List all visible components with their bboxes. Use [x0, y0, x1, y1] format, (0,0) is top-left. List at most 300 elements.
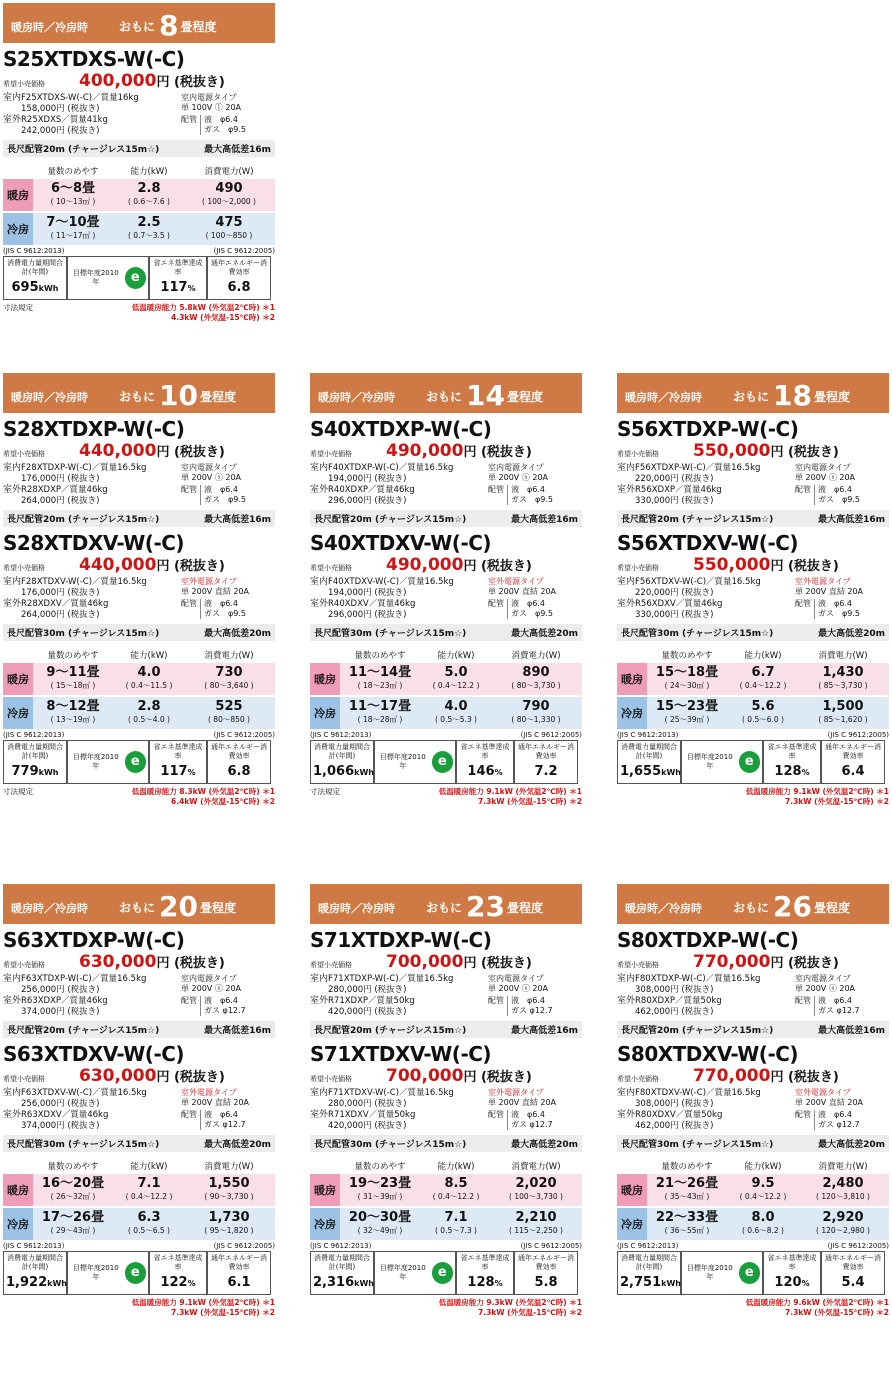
tatami-unit: 畳程度	[506, 390, 543, 404]
price-label: 希望小売価格	[3, 961, 45, 969]
annual-label: 消費電力量期間合計(年間)	[7, 259, 63, 276]
price-label: 希望小売価格	[3, 80, 45, 88]
low-temp-note	[439, 787, 582, 807]
row-label: 暖房	[310, 663, 340, 695]
annual-value: 1,922	[6, 1275, 48, 1290]
cooling-row	[3, 213, 275, 245]
indoor-price: 280,000円 (税抜き)	[328, 985, 407, 995]
perf-range: ( 100～850 )	[205, 231, 253, 240]
perf-main: 19～23畳	[348, 1176, 412, 1191]
indoor-price: 220,000円 (税抜き)	[635, 474, 714, 484]
perf-cell	[33, 1177, 113, 1203]
pipe-liquid: 液 φ6.4	[818, 599, 852, 608]
perf-main: 525	[215, 699, 243, 714]
jis-right: (JIS C 9612:2005)	[827, 731, 889, 739]
price-suffix: 円 (税抜き)	[156, 559, 225, 574]
perf-main: 1,500	[822, 699, 864, 714]
annual-box	[617, 740, 681, 784]
indoor-price: 176,000円 (税抜き)	[21, 588, 100, 598]
perf-main: 490	[215, 181, 243, 196]
low-temp-line2: 6.4kW (外気温-15℃時) ＊2	[171, 797, 275, 806]
price-label: 希望小売価格	[617, 1075, 659, 1083]
price-suffix: 円 (税抜き)	[463, 445, 532, 460]
perf-main: 8～12畳	[46, 699, 100, 714]
product-card	[310, 884, 582, 1318]
pipe-label: 配管	[795, 599, 815, 619]
apf-label: 通年エネルギー消費効率	[211, 259, 267, 276]
model-name: S40XTDXV-W(-C)	[310, 531, 492, 555]
perf-range: ( 18～23㎡ )	[357, 681, 403, 690]
long-pipe-bar	[617, 624, 889, 641]
price-value: 770,000	[693, 952, 771, 972]
annual-unit: kWh	[354, 1279, 374, 1288]
indoor-model: F40XTDXV-W(-C)／質量16.5kg	[328, 577, 454, 587]
target-label: 目標年度2010年	[686, 753, 733, 770]
outdoor-price: 374,000円 (税抜き)	[21, 1121, 100, 1131]
apf-value: 7.2	[534, 764, 558, 779]
pipe-gas: ガス φ9.5	[818, 609, 860, 618]
perf-main: 1,730	[208, 1210, 250, 1225]
outdoor-model: R40XDXV／質量46kg	[328, 599, 416, 609]
price-label: 希望小売価格	[310, 961, 352, 969]
power-spec: 単 200V 直結 20A	[488, 1098, 557, 1107]
tatami-unit: 畳程度	[199, 901, 236, 915]
apf-label: 通年エネルギー消費効率	[825, 1254, 881, 1271]
perf-col-header: 能力(kW)	[130, 651, 168, 661]
energy-saving-logo-icon: e	[739, 751, 760, 773]
sku-block	[310, 1042, 582, 1152]
perf-main: 6～8畳	[50, 181, 96, 196]
annual-label: 消費電力量期間合計(年間)	[621, 743, 677, 760]
tatami-number: 18	[773, 379, 812, 412]
target-label: 目標年度2010年	[72, 753, 119, 770]
apf-value: 6.4	[841, 764, 865, 779]
prefix-label: おもに	[426, 901, 463, 915]
pipe-liquid: 液 φ6.4	[204, 485, 238, 494]
perf-range: ( 100～3,730 )	[509, 1192, 563, 1201]
price-row	[617, 441, 889, 463]
dimension-note: 寸法規定	[3, 787, 33, 796]
long-pipe-bar	[310, 1135, 582, 1152]
perf-cell	[647, 666, 727, 692]
perf-range: ( 26～32㎡ )	[50, 1192, 96, 1201]
outdoor-price: 330,000円 (税抜き)	[635, 496, 714, 506]
price-suffix: 円 (税抜き)	[770, 559, 839, 574]
perf-range: ( 120～2,980 )	[816, 1226, 870, 1235]
apf-box	[821, 1251, 885, 1295]
price-value: 490,000	[386, 555, 464, 575]
achieve-value: 120	[774, 1275, 802, 1290]
perf-range: ( 100～2,000 )	[202, 197, 256, 206]
power-type-label: 室内電源タイプ	[181, 463, 237, 472]
pipe-gas: ガス φ12.7	[204, 1120, 246, 1129]
power-type-label: 室外電源タイプ	[488, 577, 544, 586]
indoor-model: F56XTDXV-W(-C)／質量16.5kg	[635, 577, 761, 587]
heating-row	[3, 179, 275, 211]
outdoor-label: 室外	[3, 599, 22, 609]
model-name: S63XTDXP-W(-C)	[3, 928, 185, 952]
target-label: 目標年度2010年	[379, 753, 426, 770]
long-pipe: 長尺配管30m (チャージレス15m☆)	[7, 1140, 160, 1150]
outdoor-model: R80XDXP／質量50kg	[635, 996, 722, 1006]
annual-unit: kWh	[38, 768, 59, 777]
perf-col-header: 量数のめやす	[661, 651, 713, 661]
power-type-label: 室内電源タイプ	[181, 93, 237, 102]
perf-range: ( 0.7～3.5 )	[128, 231, 170, 240]
perf-main: 2.8	[137, 181, 161, 196]
low-temp-note	[439, 1298, 582, 1318]
price-row	[310, 1066, 582, 1088]
perf-cell	[647, 700, 727, 726]
power-type-label: 室外電源タイプ	[795, 1088, 851, 1097]
pipe-spec	[488, 485, 578, 505]
jis-left: (JIS C 9612:2013)	[617, 1242, 679, 1250]
pipe-spec	[181, 1110, 271, 1130]
price-value: 770,000	[693, 1066, 771, 1086]
performance-table	[617, 1158, 889, 1240]
performance-table	[3, 1158, 275, 1240]
perf-header	[3, 647, 275, 663]
card-footer	[617, 1298, 889, 1318]
perf-range: ( 0.6～7.6 )	[128, 197, 170, 206]
pipe-gas: ガス φ12.7	[511, 1120, 553, 1129]
achieve-label: 省エネ基準達成率	[767, 1254, 817, 1271]
outdoor-label: 室外	[310, 1110, 329, 1120]
perf-cell	[113, 182, 185, 208]
tatami-number: 8	[159, 9, 179, 42]
sku-block	[617, 417, 889, 527]
perf-range: ( 115～2,250 )	[509, 1226, 563, 1235]
power-type-label: 室内電源タイプ	[795, 974, 851, 983]
annual-unit: kWh	[47, 1279, 67, 1288]
cooling-row	[617, 1208, 889, 1240]
perf-cell	[799, 1177, 887, 1203]
perf-cell	[340, 1211, 420, 1237]
card-footer	[3, 787, 275, 807]
low-temp-note	[132, 303, 275, 323]
sku-block	[3, 928, 275, 1038]
outdoor-price: 374,000円 (税抜き)	[21, 1007, 100, 1017]
price-value: 550,000	[693, 441, 771, 461]
apf-box	[207, 1251, 271, 1295]
outdoor-model: R56XDXP／質量46kg	[635, 485, 722, 495]
outdoor-model: R63XDXV／質量46kg	[21, 1110, 109, 1120]
power-type	[795, 974, 885, 994]
pipe-label: 配管	[795, 485, 815, 505]
achieve-value: 117	[160, 764, 188, 779]
tatami-number: 26	[773, 890, 812, 923]
row-label: 冷房	[310, 1208, 340, 1240]
perf-main: 6.7	[751, 665, 775, 680]
card-header	[310, 373, 582, 413]
perf-col-header: 消費電力(W)	[511, 651, 561, 661]
heating-row	[617, 1174, 889, 1206]
card-header	[3, 3, 275, 43]
model-name: S71XTDXP-W(-C)	[310, 928, 492, 952]
perf-header	[3, 1158, 275, 1174]
efficiency-row	[3, 740, 275, 784]
pipe-gas: ガス φ9.5	[204, 495, 246, 504]
low-temp-line1: 低温暖房能力 9.1kW (外気温2℃時) ＊1	[438, 787, 582, 796]
pipe-spec	[181, 485, 271, 505]
perf-range: ( 0.5～6.5 )	[128, 1226, 170, 1235]
perf-cell	[727, 1177, 799, 1203]
jis-right: (JIS C 9612:2005)	[520, 731, 582, 739]
perf-main: 730	[215, 665, 243, 680]
apf-box	[821, 740, 885, 784]
target-label: 目標年度2010年	[686, 1264, 733, 1281]
outdoor-label: 室外	[617, 485, 636, 495]
achieve-value: 146	[467, 764, 495, 779]
power-type	[181, 93, 271, 113]
pipe-label: 配管	[795, 1110, 815, 1130]
low-temp-line1: 低温暖房能力 8.3kW (外気温2℃時) ＊1	[131, 787, 275, 796]
perf-main: 890	[522, 665, 550, 680]
outdoor-model: R25XDXS／質量41kg	[21, 115, 108, 125]
sku-block	[310, 531, 582, 641]
price-row	[617, 952, 889, 974]
perf-range: ( 0.5～5.3 )	[435, 715, 477, 724]
pipe-gas: ガス φ9.5	[511, 495, 553, 504]
model-name: S56XTDXP-W(-C)	[617, 417, 799, 441]
power-spec: 単 200V ⓢ 20A	[488, 473, 549, 482]
power-spec: 単 200V 直結 20A	[488, 587, 557, 596]
perf-cell	[33, 666, 113, 692]
pipe-spec	[795, 485, 885, 505]
target-box	[67, 740, 149, 784]
perf-cell	[185, 182, 273, 208]
apf-label: 通年エネルギー消費効率	[518, 1254, 574, 1271]
pipe-gas: ガス φ9.5	[818, 495, 860, 504]
outdoor-price: 264,000円 (税抜き)	[21, 610, 100, 620]
indoor-label: 室内	[310, 974, 329, 984]
unit-spec	[3, 974, 275, 1018]
indoor-price: 308,000円 (税抜き)	[635, 1099, 714, 1109]
perf-range: ( 0.4～12.2 )	[432, 681, 480, 690]
jis-left: (JIS C 9612:2013)	[310, 1242, 372, 1250]
power-type	[181, 1088, 271, 1108]
power-type	[488, 1088, 578, 1108]
perf-col-header: 消費電力(W)	[204, 651, 254, 661]
energy-saving-logo-icon: e	[432, 751, 453, 773]
indoor-model: F71XTDXV-W(-C)／質量16.5kg	[328, 1088, 454, 1098]
card-footer	[310, 787, 582, 807]
achieve-label: 省エネ基準達成率	[153, 259, 203, 276]
indoor-price: 158,000円 (税抜き)	[21, 104, 100, 114]
indoor-price: 256,000円 (税抜き)	[21, 1099, 100, 1109]
annual-unit: kWh	[38, 284, 59, 293]
outdoor-model: R28XDXP／質量46kg	[21, 485, 108, 495]
perf-main: 11～17畳	[348, 699, 412, 714]
perf-cell	[113, 700, 185, 726]
perf-cell	[727, 666, 799, 692]
perf-main: 2,480	[822, 1176, 864, 1191]
low-temp-line1: 低温暖房能力 9.1kW (外気温2℃時) ＊1	[131, 1298, 275, 1307]
apf-label: 通年エネルギー消費効率	[825, 743, 881, 760]
power-spec: 単 200V 直結 20A	[181, 1098, 250, 1107]
outdoor-price: 296,000円 (税抜き)	[328, 610, 407, 620]
max-height: 最大高低差16m	[204, 145, 271, 155]
low-temp-note	[746, 1298, 889, 1318]
perf-col-header: 量数のめやす	[354, 1162, 406, 1172]
perf-range: ( 32～49㎡ )	[357, 1226, 403, 1235]
power-type-label: 室外電源タイプ	[181, 577, 237, 586]
outdoor-price: 330,000円 (税抜き)	[635, 610, 714, 620]
mode-label: 暖房時／冷房時	[318, 902, 395, 915]
product-card	[3, 884, 275, 1318]
perf-cell	[185, 1177, 273, 1203]
achieve-label: 省エネ基準達成率	[460, 743, 510, 760]
achieve-unit: %	[494, 768, 503, 777]
price-suffix: 円 (税抜き)	[463, 956, 532, 971]
low-temp-line2: 7.3kW (外気温-15℃時) ＊2	[785, 797, 889, 806]
perf-col-header: 能力(kW)	[437, 651, 475, 661]
efficiency-row	[617, 1251, 889, 1295]
heating-row	[310, 1174, 582, 1206]
outdoor-price: 242,000円 (税抜き)	[21, 126, 100, 136]
card-header	[3, 373, 275, 413]
pipe-label: 配管	[181, 485, 201, 505]
perf-cell	[113, 1211, 185, 1237]
annual-box	[3, 256, 67, 300]
achieve-value: 128	[467, 1275, 495, 1290]
jis-row	[3, 1242, 275, 1250]
indoor-model: F63XTDXP-W(-C)／質量16.5kg	[21, 974, 147, 984]
card-header	[617, 884, 889, 924]
pipe-gas: ガス φ12.7	[204, 1006, 246, 1015]
row-label: 冷房	[3, 697, 33, 729]
long-pipe: 長尺配管20m (チャージレス15m☆)	[621, 1026, 774, 1036]
apf-value: 5.8	[534, 1275, 558, 1290]
pipe-liquid: 液 φ6.4	[511, 599, 545, 608]
model-name: S40XTDXP-W(-C)	[310, 417, 492, 441]
price-label: 希望小売価格	[3, 1075, 45, 1083]
perf-cell	[420, 1211, 492, 1237]
power-type-label: 室内電源タイプ	[488, 463, 544, 472]
price-value: 700,000	[386, 1066, 464, 1086]
perf-main: 2,920	[822, 1210, 864, 1225]
achieve-label: 省エネ基準達成率	[153, 1254, 203, 1271]
indoor-label: 室内	[3, 93, 22, 103]
perf-cell	[33, 182, 113, 208]
annual-label: 消費電力量期間合計(年間)	[621, 1254, 677, 1271]
indoor-price: 194,000円 (税抜き)	[328, 474, 407, 484]
row-label: 暖房	[617, 663, 647, 695]
perf-range: ( 24～30㎡ )	[664, 681, 710, 690]
price-label: 希望小売価格	[617, 450, 659, 458]
achieve-box	[149, 740, 207, 784]
long-pipe-bar	[617, 1135, 889, 1152]
pipe-label: 配管	[488, 485, 508, 505]
price-row	[310, 441, 582, 463]
perf-col-header: 能力(kW)	[744, 1162, 782, 1172]
perf-range: ( 18～28㎡ )	[357, 715, 403, 724]
perf-cell	[799, 700, 887, 726]
unit-spec	[3, 577, 275, 621]
indoor-label: 室内	[310, 577, 329, 587]
long-pipe: 長尺配管30m (チャージレス15m☆)	[621, 629, 774, 639]
row-label: 冷房	[617, 697, 647, 729]
low-temp-line2: 4.3kW (外気温-15℃時) ＊2	[171, 313, 275, 322]
achieve-value: 117	[160, 280, 188, 295]
tatami-number: 10	[159, 379, 198, 412]
max-height: 最大高低差20m	[204, 629, 271, 639]
achieve-unit: %	[187, 1279, 196, 1288]
indoor-price: 280,000円 (税抜き)	[328, 1099, 407, 1109]
power-spec: 単 200V 直結 20A	[795, 1098, 864, 1107]
indoor-model: F71XTDXP-W(-C)／質量16.5kg	[328, 974, 454, 984]
low-temp-note	[746, 787, 889, 807]
low-temp-note	[132, 787, 275, 807]
mode-label: 暖房時／冷房時	[11, 902, 88, 915]
unit-spec	[310, 577, 582, 621]
pipe-spec	[795, 1110, 885, 1130]
power-type	[795, 463, 885, 483]
target-box	[681, 1251, 763, 1295]
sku-block	[617, 1042, 889, 1152]
pipe-spec	[181, 996, 271, 1016]
price-row	[310, 555, 582, 577]
efficiency-row	[3, 256, 275, 300]
perf-range: ( 0.5～6.0 )	[742, 715, 784, 724]
long-pipe-bar	[3, 140, 275, 157]
unit-spec	[3, 1088, 275, 1132]
indoor-label: 室内	[3, 577, 22, 587]
perf-col-header: 量数のめやす	[47, 1162, 99, 1172]
pipe-gas: ガス φ9.5	[204, 125, 246, 134]
indoor-label: 室内	[617, 974, 636, 984]
perf-cell	[340, 1177, 420, 1203]
annual-value: 1,066	[313, 764, 355, 779]
pipe-gas: ガス φ12.7	[818, 1006, 860, 1015]
model-name: S25XTDXS-W(-C)	[3, 47, 185, 71]
power-type-label: 室外電源タイプ	[795, 577, 851, 586]
outdoor-label: 室外	[3, 485, 22, 495]
apf-box	[207, 740, 271, 784]
long-pipe-bar	[3, 1021, 275, 1038]
perf-cell	[340, 666, 420, 692]
pipe-gas: ガス φ12.7	[511, 1006, 553, 1015]
price-row	[617, 555, 889, 577]
perf-main: 9.5	[751, 1176, 775, 1191]
apf-label: 通年エネルギー消費効率	[211, 743, 267, 760]
annual-value: 695	[11, 280, 39, 295]
price-suffix: 円 (税抜き)	[463, 1070, 532, 1085]
energy-saving-logo-icon: e	[125, 751, 146, 773]
price-label: 希望小売価格	[310, 450, 352, 458]
perf-col-header: 消費電力(W)	[204, 167, 254, 177]
perf-main: 1,430	[822, 665, 864, 680]
perf-col-header: 量数のめやす	[661, 1162, 713, 1172]
achieve-unit: %	[187, 768, 196, 777]
price-label: 希望小売価格	[310, 564, 352, 572]
price-value: 630,000	[79, 952, 157, 972]
pipe-liquid: 液 φ6.4	[818, 1110, 852, 1119]
outdoor-label: 室外	[617, 1110, 636, 1120]
perf-header	[310, 1158, 582, 1174]
dimension-note: 寸法規定	[310, 787, 340, 796]
jis-left: (JIS C 9612:2013)	[3, 731, 65, 739]
annual-value: 2,316	[313, 1275, 355, 1290]
model-name: S28XTDXP-W(-C)	[3, 417, 185, 441]
card-footer	[3, 1298, 275, 1318]
outdoor-model: R28XDXV／質量46kg	[21, 599, 109, 609]
max-height: 最大高低差16m	[818, 1026, 885, 1036]
long-pipe: 長尺配管30m (チャージレス15m☆)	[314, 1140, 467, 1150]
perf-main: 7～10畳	[46, 215, 100, 230]
achieve-label: 省エネ基準達成率	[460, 1254, 510, 1271]
row-label: 暖房	[3, 1174, 33, 1206]
